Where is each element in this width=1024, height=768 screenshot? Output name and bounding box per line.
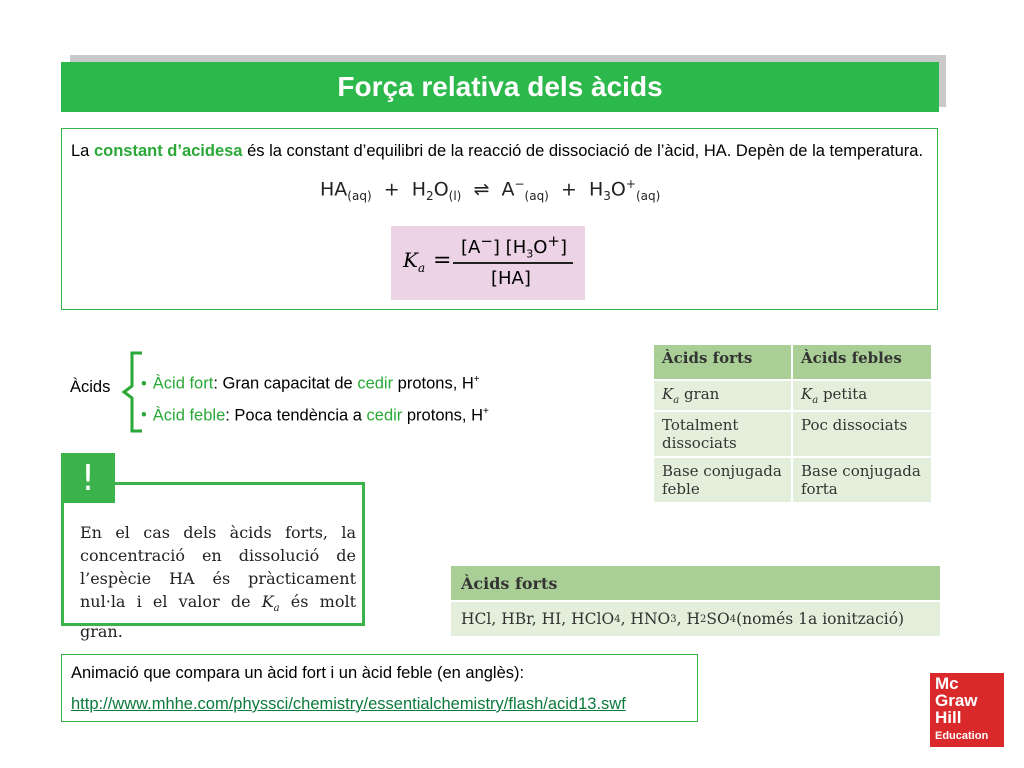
table-header: Àcids forts: [451, 566, 940, 600]
note-text: En el cas dels àcids forts, la concentració en dissolució de l’espècie HA és pràcticament nul·la i el valor de $K_a$ és molt gran.: [80, 523, 356, 642]
table-row: $K_a$ gran $K_a$ petita: [654, 380, 931, 411]
definition-box: [61, 128, 938, 310]
table-header: Àcids forts: [654, 345, 792, 380]
intro-text: La constant d’acidesa és la constant d’equilibri de la reacció de dissociació de l’àcid, HA. Depèn de la temperatura.: [71, 142, 924, 160]
strong-acids-table: [451, 566, 940, 636]
ka-denominator: [HA]: [491, 268, 531, 289]
acids-label: Àcids: [70, 378, 111, 396]
intro-highlight: constant d’acidesa: [93, 142, 243, 160]
equilibrium-arrow: ⇌: [473, 178, 490, 201]
ka-numerator: [A−] $[H_3O^+]$: [461, 232, 568, 261]
page-title: Força relativa dels àcids: [61, 62, 939, 112]
ka-formula: $K_a$ = [A−] $[H_3O^+]$ [HA]: [391, 226, 585, 300]
animation-text: Animació que compara un àcid fort i un àcid feble (en anglès):: [71, 664, 525, 682]
acid-bullets: [141, 366, 489, 429]
animation-link[interactable]: http://www.mhhe.com/physsci/chemistry/essentialchemistry/flash/acid13.swf: [71, 695, 626, 713]
note-box: [61, 482, 365, 642]
bullet-strong: • Àcid fort: Gran capacitat de cedir protons, H+: [141, 374, 480, 393]
table-row: Totalment dissociats Poc dissociats: [654, 411, 931, 457]
table-row: HCl, HBr, HI, HClO 4 , HNO 3 , H 2 SO 4 (només 1a ionització): [451, 600, 940, 636]
comparison-table: [654, 345, 931, 502]
fraction-line: [453, 262, 573, 264]
mcgraw-hill-logo: Mc Graw Hill Education: [930, 673, 1004, 747]
table-header: Àcids febles: [792, 345, 931, 380]
bullet-weak: • Àcid feble: Poca tendència a cedir protons, H+: [141, 405, 489, 424]
ka-symbol: $K_a$: [403, 248, 426, 275]
table-row: Base conjugada feble Base conjugada forta: [654, 457, 931, 502]
exclamation-icon: !: [61, 453, 115, 503]
dissociation-equation: $HA_{(aq)} + H_2O_{(l)}$ ⇌ $A^-_{(aq)} + H_3O^+_{(aq)}$: [320, 177, 661, 204]
animation-box: [61, 654, 698, 722]
